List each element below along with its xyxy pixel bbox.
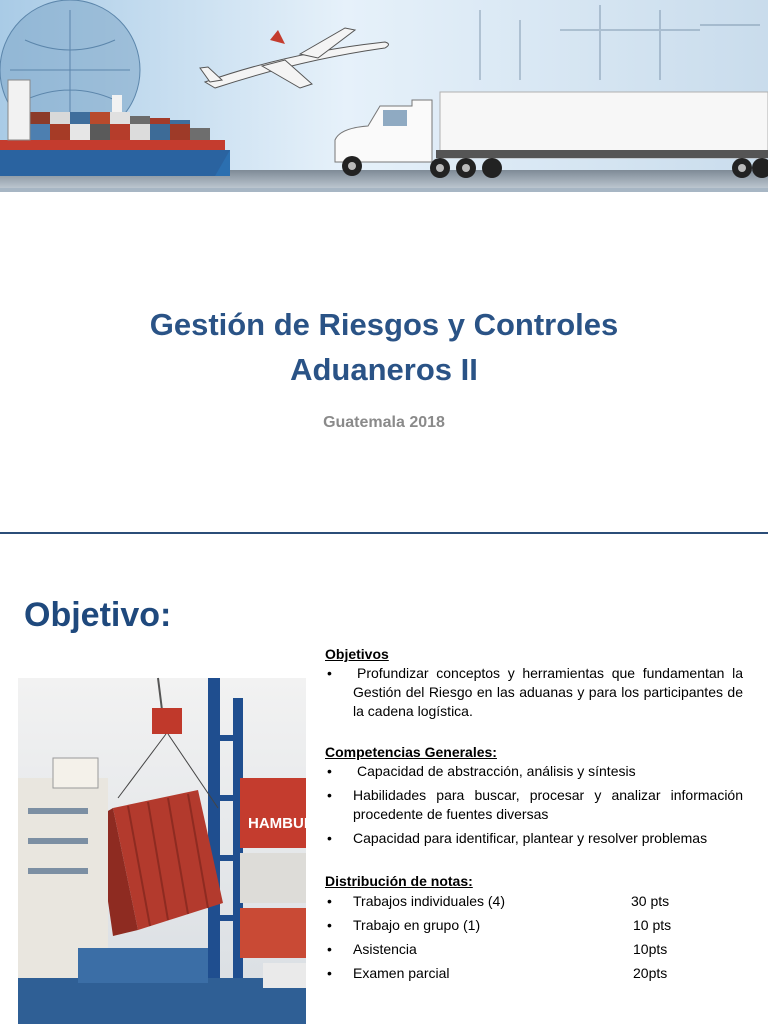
grade-points: 10pts (633, 941, 668, 957)
bullet-icon: • (327, 941, 332, 957)
presentation-subtitle: Guatemala 2018 (323, 414, 445, 431)
bullet-icon: • (327, 763, 332, 779)
objective-slide (0, 538, 768, 1024)
grade-label: Asistencia (353, 941, 417, 957)
presentation-title-line1: Gestión de Riesgos y Controles (149, 307, 619, 342)
objective-content (325, 644, 743, 987)
objective-text: Profundizar conceptos y herramientas que fundamentan la Gestión del Riesgo en las aduanas y para los participantes de la cadena logística. (353, 665, 743, 719)
bullet-icon: • (327, 893, 332, 909)
competency-text: Capacidad de abstracción, análisis y síntesis (357, 763, 636, 779)
grade-row (325, 963, 743, 987)
grade-row (325, 891, 743, 915)
cargo-port-photo (18, 678, 327, 1024)
list-item (325, 762, 743, 781)
bullet-icon: • (327, 917, 332, 933)
grade-row (325, 915, 743, 939)
competency-text: Habilidades para buscar, procesar y analizar información procedente de fuentes diversas (353, 787, 743, 822)
bullet-icon: • (327, 787, 332, 803)
list-item (325, 786, 743, 824)
container-brand-text: HAMBURG (248, 815, 327, 832)
presentation-title-line2: Aduaneros II (290, 352, 478, 387)
grade-points: 10 pts (633, 917, 672, 933)
logistics-banner-image (0, 0, 768, 192)
grade-label: Trabajos individuales (4) (353, 893, 505, 909)
grades-title: Distribución de notas: (325, 873, 473, 889)
objectives-title: Objetivos (325, 646, 389, 662)
competencies-title: Competencias Generales: (325, 744, 497, 760)
bullet-icon: • (327, 665, 332, 681)
list-item (325, 829, 743, 848)
grade-points: 30 pts (631, 893, 670, 909)
grade-points: 20pts (633, 965, 668, 981)
slide-heading: Objetivo: (24, 596, 172, 634)
bullet-icon: • (327, 965, 332, 981)
bullet-icon: • (327, 830, 332, 846)
list-item (325, 664, 743, 721)
competency-text: Capacidad para identificar, plantear y resolver problemas (353, 830, 708, 846)
grade-label: Examen parcial (353, 965, 450, 981)
grade-row (325, 939, 743, 963)
grade-label: Trabajo en grupo (1) (353, 917, 481, 933)
